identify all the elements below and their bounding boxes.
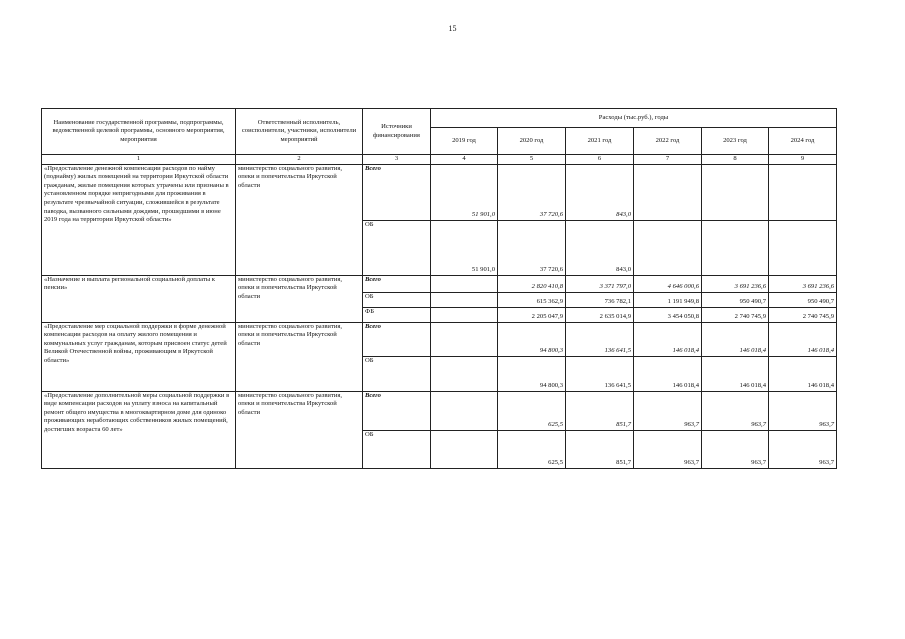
- header-sources: Источники финансирования: [363, 109, 431, 155]
- column-number: 4: [431, 155, 498, 165]
- source-cell: Всего: [363, 391, 431, 430]
- measure-executor: министерство социального развития, опеки и попечительства Иркутской области: [236, 391, 363, 468]
- value-cell: 625,5: [498, 391, 566, 430]
- value-cell: [634, 220, 702, 275]
- measure-name: «Предоставление дополнительной меры социальной поддержки в виде компенсации расходов на уплату взноса на капитальный ремонт общего имущества в многоквартирном доме для одиноко проживающих неработающих собственников жилых помещений, достигших возраста 60 лет»: [42, 391, 236, 468]
- value-cell: 94 800,3: [498, 356, 566, 391]
- value-cell: 963,7: [702, 391, 769, 430]
- value-cell: 625,5: [498, 430, 566, 468]
- value-cell: 851,7: [566, 430, 634, 468]
- value-cell: 963,7: [702, 430, 769, 468]
- source-cell: ФБ: [363, 307, 431, 322]
- measure-executor: министерство социального развития, опеки и попечительства Иркутской области: [236, 164, 363, 275]
- header-year: 2019 год: [431, 128, 498, 155]
- value-cell: 146 018,4: [634, 322, 702, 356]
- source-cell: Всего: [363, 275, 431, 292]
- value-cell: [431, 391, 498, 430]
- value-cell: 2 740 745,9: [702, 307, 769, 322]
- header-year: 2023 год: [702, 128, 769, 155]
- value-cell: 736 782,1: [566, 292, 634, 307]
- value-cell: 2 820 410,8: [498, 275, 566, 292]
- column-number: 2: [236, 155, 363, 165]
- value-cell: 950 490,7: [769, 292, 837, 307]
- value-cell: 146 018,4: [634, 356, 702, 391]
- value-cell: 963,7: [769, 391, 837, 430]
- header-name: Наименование государственной программы, подпрограммы, ведомственной целевой программы, основного мероприятия, мероприятия: [42, 109, 236, 155]
- header-year: 2022 год: [634, 128, 702, 155]
- value-cell: 4 646 000,6: [634, 275, 702, 292]
- value-cell: [431, 356, 498, 391]
- header-year: 2021 год: [566, 128, 634, 155]
- header-year: 2024 год: [769, 128, 837, 155]
- column-number: 7: [634, 155, 702, 165]
- value-cell: 2 740 745,9: [769, 307, 837, 322]
- source-cell: ОБ: [363, 220, 431, 275]
- page-number: 15: [448, 24, 457, 33]
- header-executor: Ответственный исполнитель, соисполнители, участники, исполнители мероприятий: [236, 109, 363, 155]
- value-cell: 963,7: [769, 430, 837, 468]
- value-cell: 1 191 949,8: [634, 292, 702, 307]
- value-cell: 963,7: [634, 391, 702, 430]
- value-cell: 136 641,5: [566, 322, 634, 356]
- header-year: 2020 год: [498, 128, 566, 155]
- value-cell: 851,7: [566, 391, 634, 430]
- value-cell: 3 691 236,6: [702, 275, 769, 292]
- value-cell: [431, 292, 498, 307]
- value-cell: 146 018,4: [769, 322, 837, 356]
- value-cell: [702, 164, 769, 220]
- value-cell: [431, 275, 498, 292]
- value-cell: 615 362,9: [498, 292, 566, 307]
- source-cell: ОБ: [363, 356, 431, 391]
- value-cell: [769, 164, 837, 220]
- budget-table: [41, 108, 837, 469]
- value-cell: 51 901,0: [431, 220, 498, 275]
- value-cell: [431, 322, 498, 356]
- column-number: 5: [498, 155, 566, 165]
- measure-name: «Предоставление мер социальной поддержки в форме денежной компенсации расходов на оплату жилого помещения и коммунальных услуг гражданам, которым присвоен статус детей Великой Отечественной войны, проживающим в Иркутской области»: [42, 322, 236, 391]
- value-cell: [702, 220, 769, 275]
- column-number: 9: [769, 155, 837, 165]
- measure-name: «Предоставление денежной компенсации расходов по найму (поднайму) жилых помещений на территории Иркутской области гражданам, жилые помещения которых утрачены или признаны в установленном порядке непригодными для проживания в результате чрезвычайной ситуации, сложившейся в результате паводка, вызванного сильными дождями, прошедшими в июне 2019 года на территории Иркутской области»: [42, 164, 236, 275]
- measure-name: «Назначение и выплата региональной социальной доплаты к пенсии»: [42, 275, 236, 322]
- value-cell: 146 018,4: [702, 322, 769, 356]
- value-cell: 2 635 014,9: [566, 307, 634, 322]
- value-cell: [634, 164, 702, 220]
- source-cell: ОБ: [363, 430, 431, 468]
- source-cell: Всего: [363, 164, 431, 220]
- value-cell: 146 018,4: [769, 356, 837, 391]
- value-cell: [769, 220, 837, 275]
- value-cell: 94 800,3: [498, 322, 566, 356]
- column-number: 8: [702, 155, 769, 165]
- table-row: [42, 164, 837, 220]
- measure-executor: министерство социального развития, опеки и попечительства Иркутской области: [236, 275, 363, 322]
- value-cell: 37 720,6: [498, 220, 566, 275]
- value-cell: 843,0: [566, 220, 634, 275]
- value-cell: 950 490,7: [702, 292, 769, 307]
- header-expenses: Расходы (тыс.руб.), годы: [431, 109, 837, 128]
- value-cell: 3 691 236,6: [769, 275, 837, 292]
- value-cell: 963,7: [634, 430, 702, 468]
- value-cell: 146 018,4: [702, 356, 769, 391]
- source-cell: Всего: [363, 322, 431, 356]
- value-cell: 2 205 047,9: [498, 307, 566, 322]
- value-cell: 3 454 050,8: [634, 307, 702, 322]
- table-row: [42, 322, 837, 356]
- column-number: 1: [42, 155, 236, 165]
- value-cell: [431, 307, 498, 322]
- value-cell: 136 641,5: [566, 356, 634, 391]
- value-cell: [431, 430, 498, 468]
- value-cell: 51 901,0: [431, 164, 498, 220]
- source-cell: ОБ: [363, 292, 431, 307]
- value-cell: 843,0: [566, 164, 634, 220]
- measure-executor: министерство социального развития, опеки и попечительства Иркутской области: [236, 322, 363, 391]
- value-cell: 37 720,6: [498, 164, 566, 220]
- value-cell: 3 371 797,0: [566, 275, 634, 292]
- column-number: 6: [566, 155, 634, 165]
- table-row: [42, 391, 837, 430]
- column-number: 3: [363, 155, 431, 165]
- table-row: [42, 275, 837, 292]
